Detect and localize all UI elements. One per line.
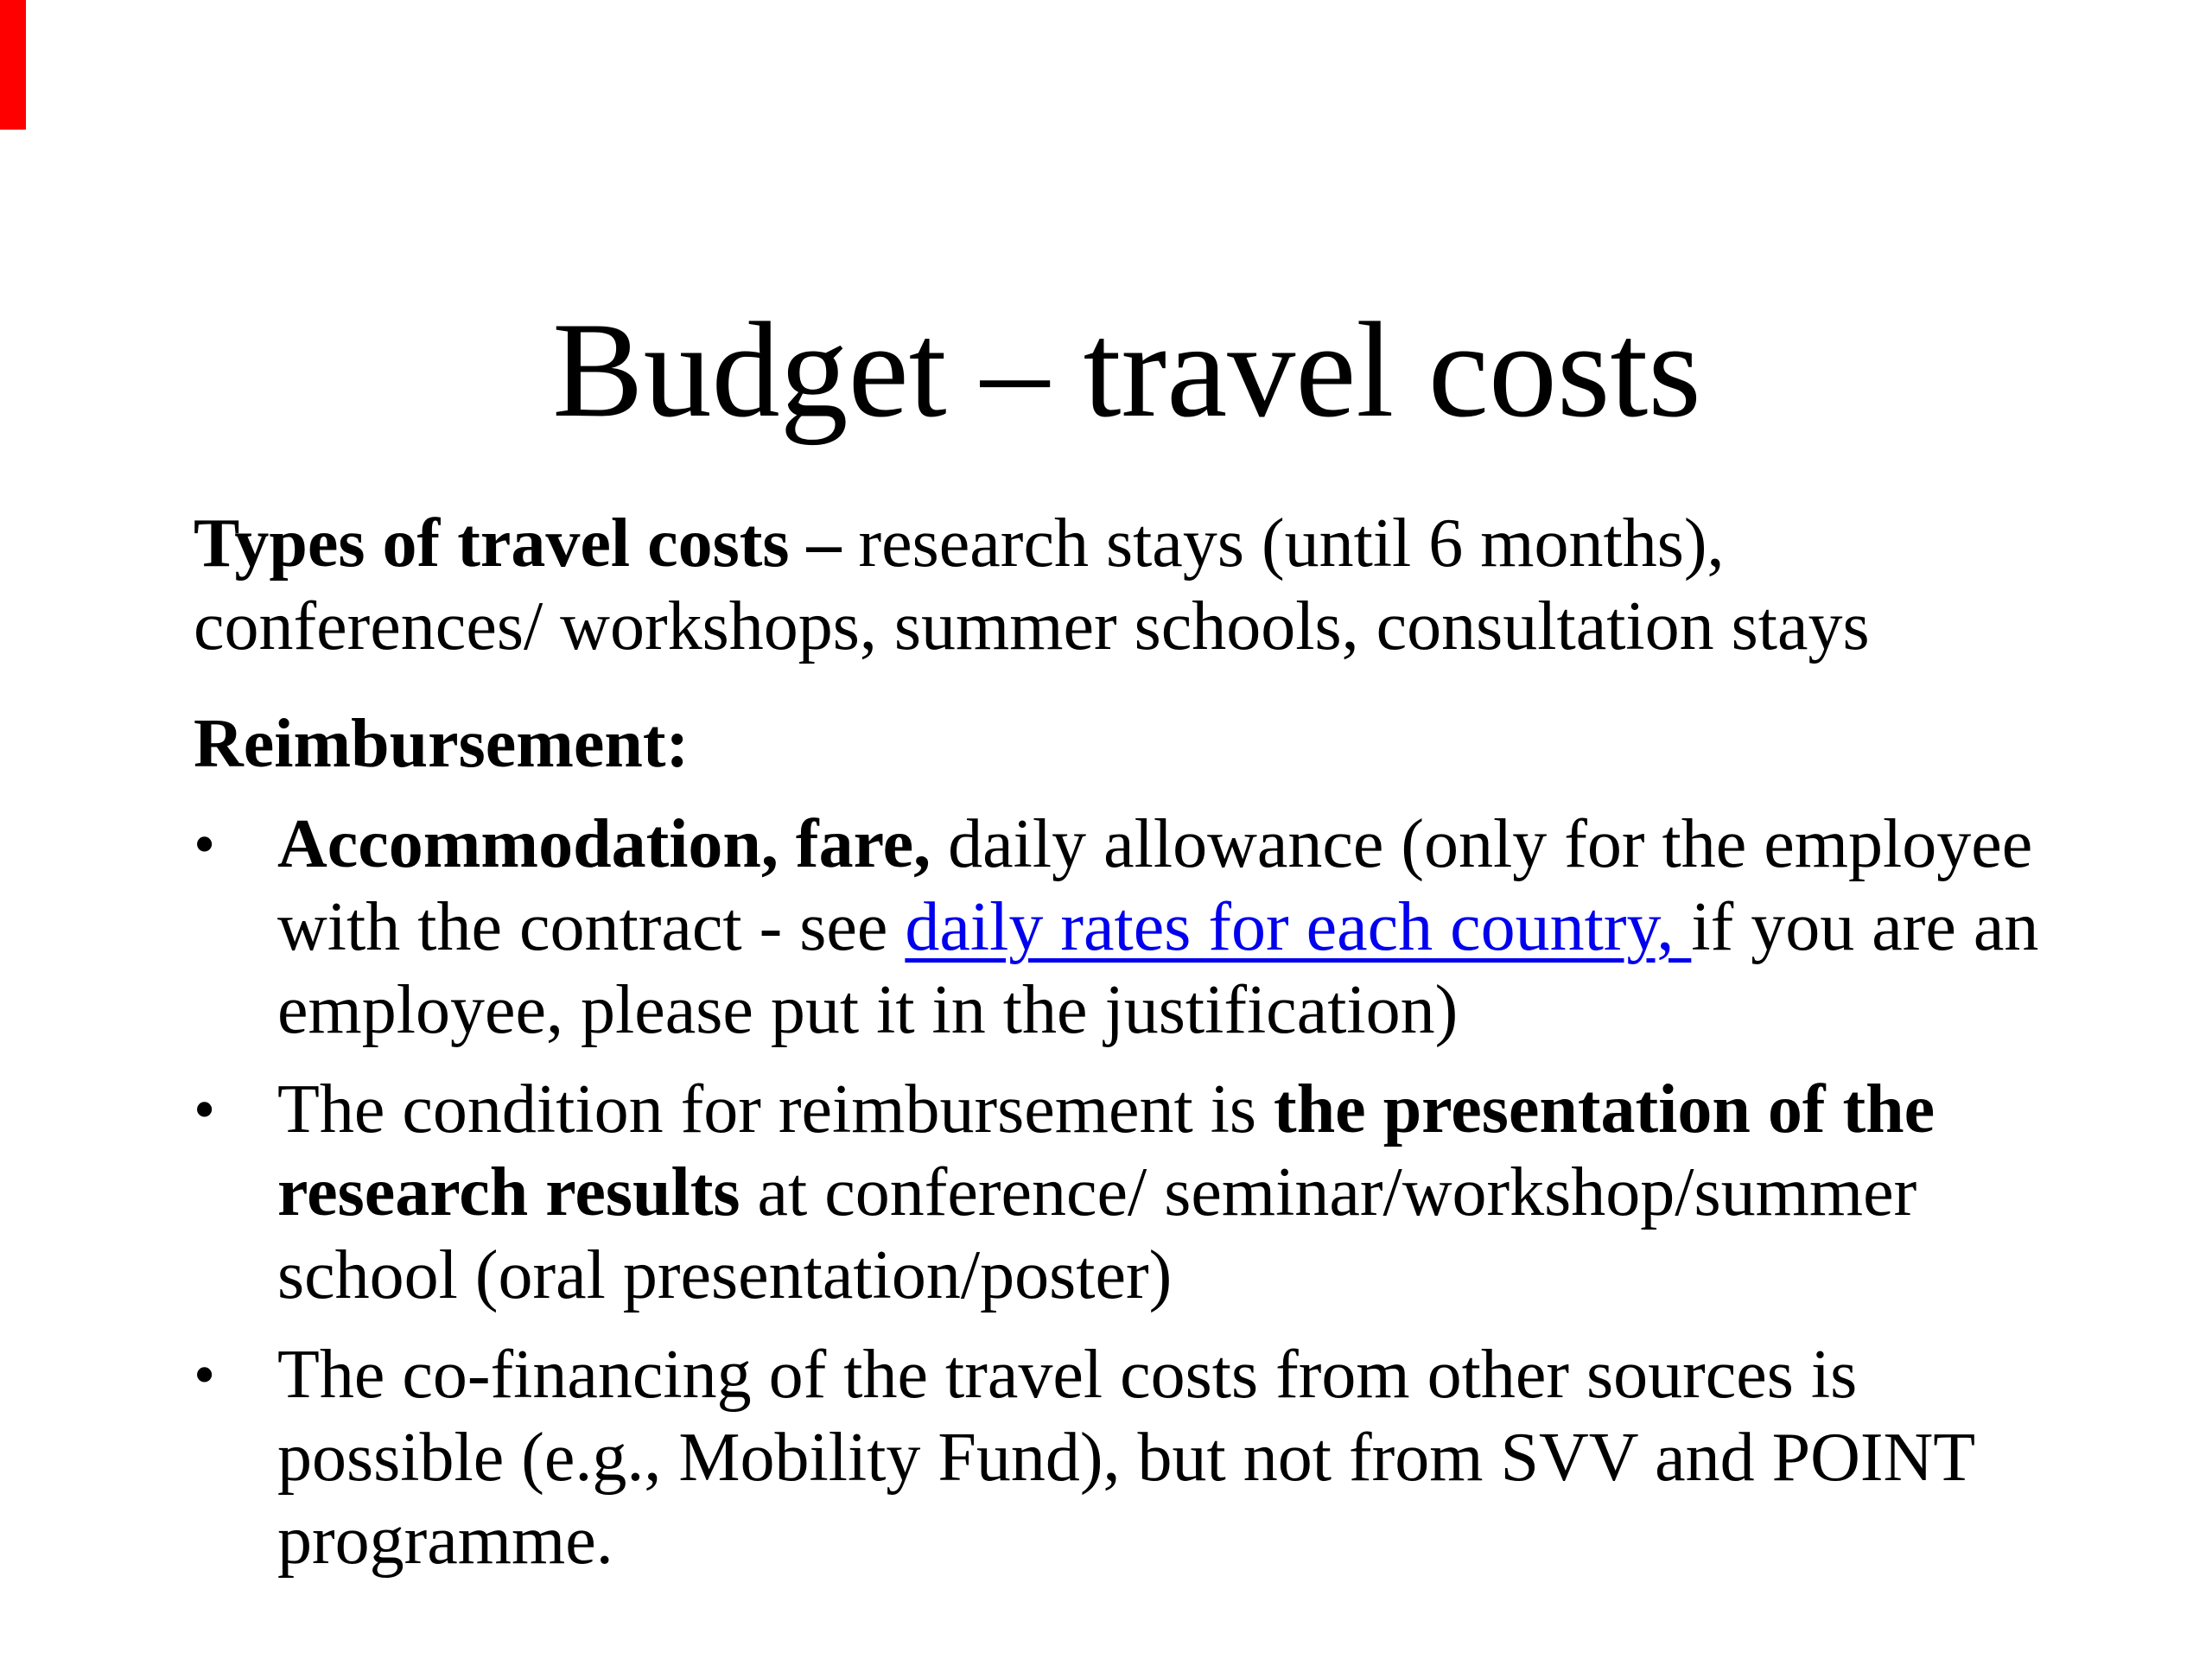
text-segment: employee, please put it in the justification) <box>277 972 1459 1048</box>
text-line <box>277 1416 2181 1499</box>
text-line <box>277 803 2181 886</box>
text-segment: Accommodation, fare, <box>277 806 931 882</box>
bullet-item <box>194 1333 2181 1582</box>
text-line <box>277 1499 2181 1582</box>
video-progress-bar[interactable] <box>0 0 26 130</box>
text-segment: programme. <box>277 1503 613 1579</box>
paragraph <box>194 502 2181 668</box>
text-segment: the presentation of the <box>1274 1071 1936 1147</box>
text-line <box>194 585 2181 668</box>
text-segment: if you are an <box>1691 889 2039 965</box>
bullet-icon: • <box>194 1075 216 1144</box>
text-segment: with the contract - see <box>277 889 906 965</box>
text-line <box>277 886 2181 969</box>
text-line <box>277 1151 2181 1234</box>
text-segment: at conference/ seminar/workshop/summer <box>740 1154 1917 1230</box>
text-segment: Reimbursement: <box>194 706 690 782</box>
text-line <box>277 1068 2181 1151</box>
text-segment: Types of travel costs – <box>194 505 859 582</box>
text-line <box>277 1333 2181 1416</box>
text-segment: The condition for reimbursement is <box>277 1071 1274 1147</box>
bullet-icon: • <box>194 810 216 879</box>
bullet-item <box>194 1068 2181 1317</box>
text-segment: research results <box>277 1154 741 1230</box>
text-line <box>194 502 2181 585</box>
bullet-item <box>194 803 2181 1052</box>
text-segment: conferences/ workshops, summer schools, consultation stays <box>194 588 1870 664</box>
slide-body <box>194 502 2181 1582</box>
text-line <box>277 969 2181 1052</box>
text-segment: daily allowance (only for the employee <box>931 806 2033 882</box>
text-line <box>194 702 2181 785</box>
text-segment: research stays (until 6 months), <box>858 505 1725 582</box>
text-segment: possible (e.g., Mobility Fund), but not from SVV and POINT <box>277 1420 1976 1496</box>
slide-title: Budget – travel costs <box>552 294 1701 446</box>
hyperlink[interactable]: daily rates for each country, <box>905 889 1692 965</box>
paragraph <box>194 702 2181 785</box>
bullet-icon: • <box>194 1340 216 1409</box>
text-segment: The co-financing of the travel costs from other sources is <box>277 1337 1858 1413</box>
text-segment: school (oral presentation/poster) <box>277 1237 1173 1313</box>
text-line <box>277 1234 2181 1317</box>
